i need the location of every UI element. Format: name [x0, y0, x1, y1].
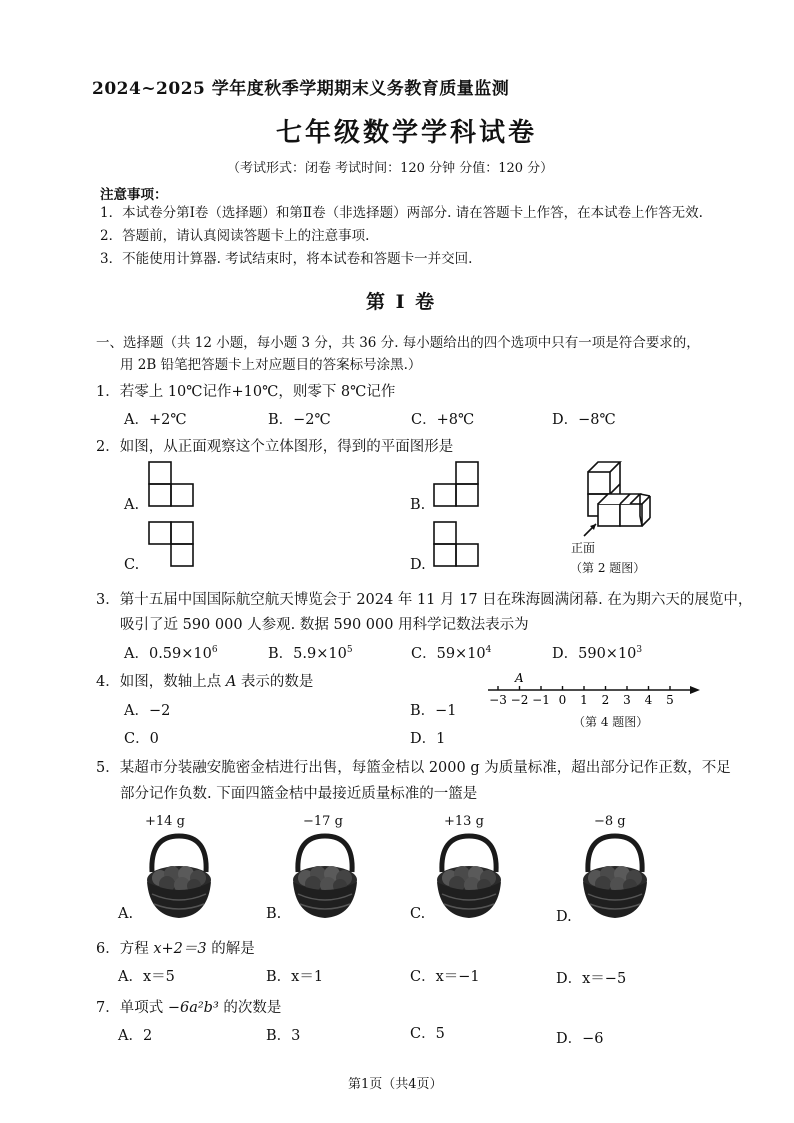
option-b-squares-figure [433, 461, 483, 511]
basket-d-image [578, 832, 652, 922]
question-3-option-c: C．$59\times 10^4$ [411, 645, 492, 662]
question-5-option-d: D. [556, 909, 572, 925]
number-line-tick-label: 2 [601, 693, 610, 707]
question-1-option-a: A．+2℃ [124, 412, 187, 428]
exam-series-title: 2024~2025 学年度秋季学期期末义务教育质量监测 [92, 79, 510, 99]
basket-a-weight: +14 g [145, 814, 185, 829]
question-6-stem: 6．方程 x+2＝3 的解是 [96, 941, 255, 957]
number-line-tick-label: −1 [532, 693, 550, 707]
number-line-tick-label: −2 [510, 693, 529, 707]
figure-2-caption: （第 2 题图） [570, 561, 646, 575]
basket-b-image [288, 832, 362, 922]
question-4-option-c: C．0 [124, 731, 159, 747]
question-1-option-b: B．−2℃ [268, 412, 331, 428]
question-4-option-b: B．−1 [410, 703, 457, 719]
number-line-tick-label: 4 [644, 693, 653, 707]
question-3-option-a: A．$0.59\times 10^6$ [124, 645, 218, 662]
option-d-squares-figure [433, 521, 483, 571]
number-line-tick-label: 0 [558, 693, 567, 707]
question-1-stem: 1．若零上 10℃记作+10℃，则零下 8℃记作 [96, 384, 396, 400]
question-7-option-a: A．2 [118, 1028, 153, 1044]
question-1-option-c: C．+8℃ [411, 412, 475, 428]
number-line-ticks [489, 686, 674, 707]
question-5-option-a: A. [118, 906, 134, 922]
part1-instructions-line2: 用 2B 铅笔把答题卡上对应题目的答案标号涂黑.） [120, 357, 422, 373]
note-item-3: 3．不能使用计算器. 考试结束时，将本试卷和答题卡一并交回. [100, 251, 473, 267]
number-line-tick-label: 5 [666, 693, 674, 707]
exam-info: （考试形式：闭卷 考试时间：120 分钟 分值：120 分） [227, 161, 554, 176]
question-4-stem: 4．如图，数轴上点 A 表示的数是 [96, 674, 314, 690]
question-7-option-b: B．3 [266, 1028, 301, 1044]
question-2-stem: 2．如图，从正面观察这个立体图形，得到的平面图形是 [96, 439, 454, 455]
question-6-option-b: B．x＝1 [266, 969, 324, 985]
question-7-stem: 7．单项式 −6a²b³ 的次数是 [96, 1000, 282, 1016]
basket-a-image [142, 832, 216, 922]
basket-b-weight: −17 g [303, 814, 343, 829]
number-line-tick-label: 1 [580, 693, 588, 707]
question-2-option-a: A. [124, 497, 140, 513]
question-3-stem-line1: 3．第十五届中国国际航空航天博览会于 2024 年 11 月 17 日在珠海圆满闭幕. 在为期六天的展览中， [96, 592, 753, 608]
question-4-option-a: A．−2 [124, 703, 171, 719]
note-item-2: 2．答题前，请认真阅读答题卡上的注意事项. [100, 228, 370, 244]
question-5-option-b: B. [266, 906, 282, 922]
question-5-option-c: C. [410, 906, 426, 922]
basket-c-weight: +13 g [444, 814, 484, 829]
question-6-option-c: C．x＝−1 [410, 969, 480, 985]
page-footer: 第1页（共4页） [348, 1077, 443, 1092]
note-item-1: 1．本试卷分第Ⅰ卷（选择题）和第Ⅱ卷（非选择题）两部分. 请在答题卡上作答，在本试卷上作答无效. [100, 205, 703, 221]
solid-cubes-figure [582, 456, 652, 546]
question-6-option-a: A．x＝5 [118, 969, 175, 985]
option-a-squares-figure [148, 461, 198, 511]
question-2-option-c: C. [124, 557, 140, 573]
basket-d-weight: −8 g [594, 814, 626, 829]
option-c-squares-figure [148, 521, 198, 571]
question-3-option-b: B．$5.9\times 10^5$ [268, 645, 353, 662]
question-1-option-d: D．−8℃ [552, 412, 616, 428]
page-title: 七年级数学学科试卷 [276, 118, 538, 148]
question-3-option-d: D．$590\times 10^3$ [552, 645, 643, 662]
question-5-stem-line1: 5．某超市分装融安脆密金桔进行出售，每篮金桔以 2000 g 为质量标准，超出部分记作正数，不足 [96, 760, 731, 776]
question-2-option-d: D. [410, 557, 426, 573]
figure-4-caption: （第 4 题图） [573, 715, 649, 729]
number-line-point-label: A [515, 671, 524, 685]
front-view-label: 正面 [571, 541, 596, 555]
number-line-tick-label: 3 [623, 693, 631, 707]
question-7-option-d: D．−6 [556, 1031, 604, 1047]
question-4-option-d: D．1 [410, 731, 446, 747]
section-title: 第 I 卷 [366, 291, 437, 313]
question-6-option-d: D．x＝−5 [556, 971, 627, 987]
number-line-figure [486, 672, 706, 712]
number-line-tick-label: −3 [489, 693, 507, 707]
question-3-stem-line2: 吸引了近 590 000 人参观. 数据 590 000 用科学记数法表示为 [120, 617, 529, 633]
question-2-option-b: B. [410, 497, 426, 513]
question-5-stem-line2: 部分记作负数. 下面四篮金桔中最接近质量标准的一篮是 [120, 786, 478, 802]
question-7-option-c: C．5 [410, 1026, 445, 1042]
part1-instructions-line1: 一、选择题（共 12 小题，每小题 3 分，共 36 分. 每小题给出的四个选项中只有一项是符合要求的， [96, 335, 700, 351]
notes-heading: 注意事项： [100, 187, 168, 203]
basket-c-image [432, 832, 506, 922]
